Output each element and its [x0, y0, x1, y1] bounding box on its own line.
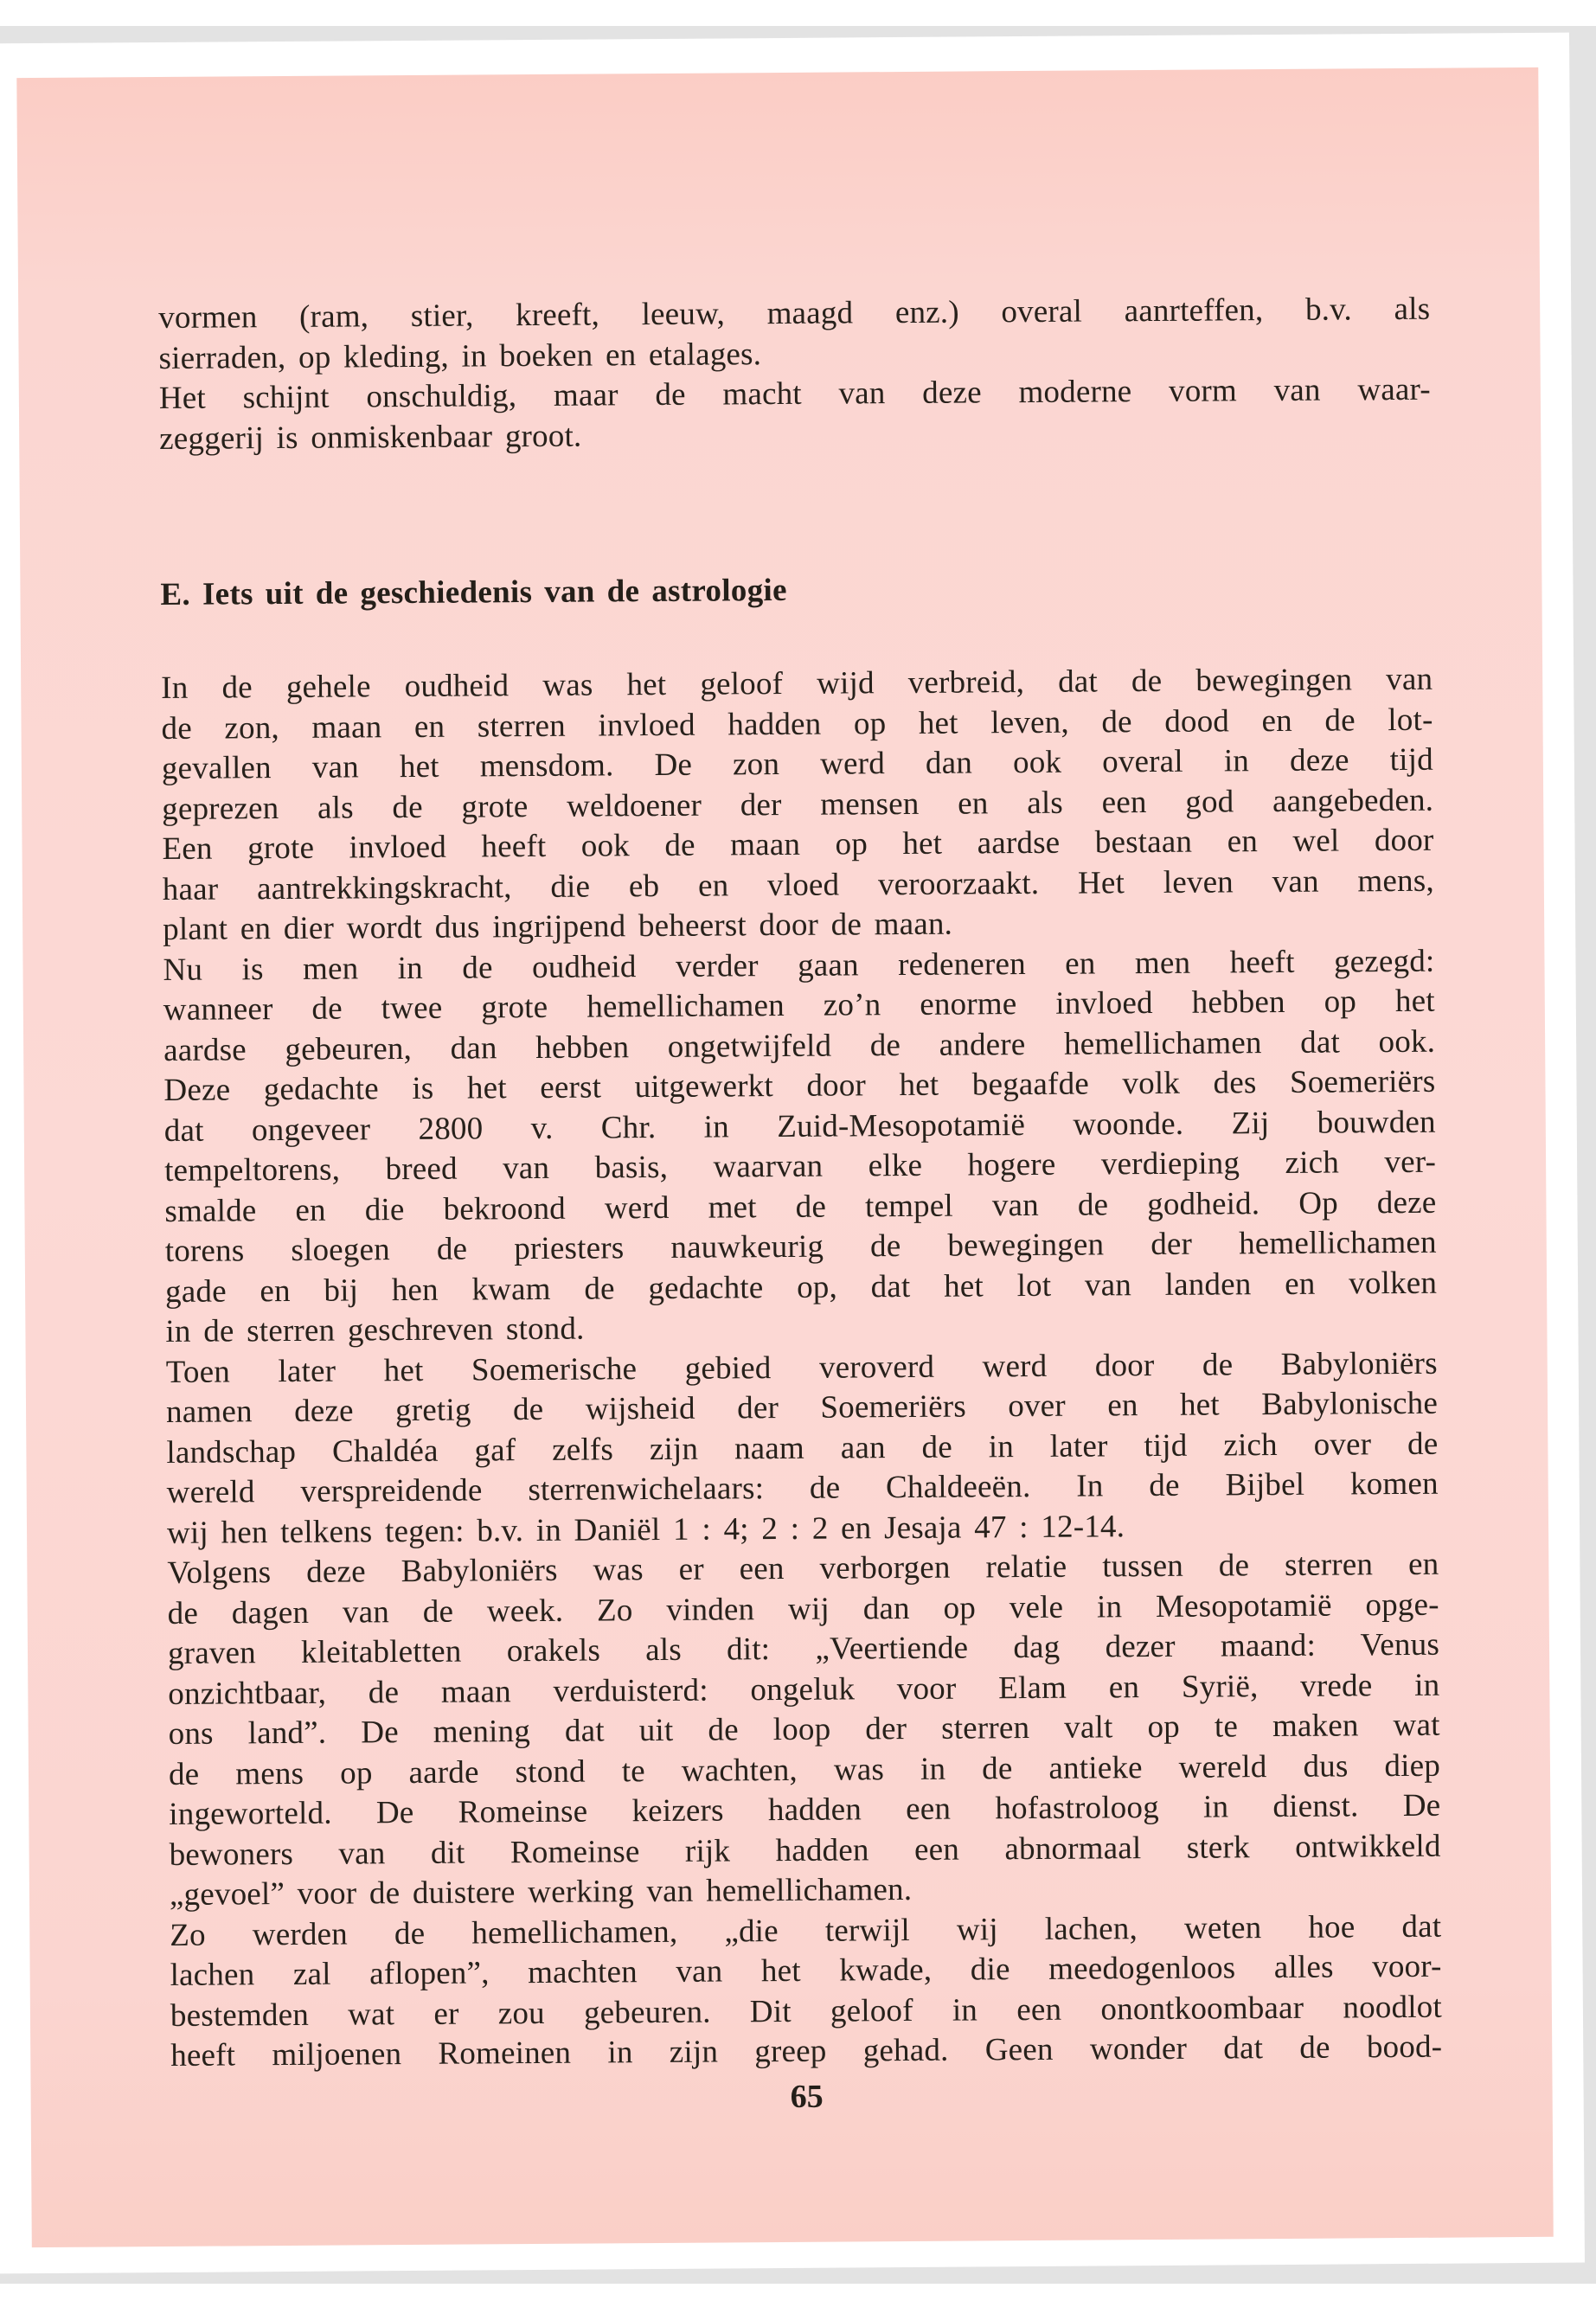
text-line: smalde en die bekroond werd met de tempel van de godheid. Op deze — [164, 1184, 1437, 1229]
text-line: wereld verspreidende sterrenwichelaars: de Chaldeeën. In de Bijbel komen — [166, 1465, 1439, 1510]
text-line: Deze gedachte is het eerst uitgewerkt door het begaafde volk des Soemeriërs — [163, 1063, 1436, 1108]
text-line: plant en dier wordt dus ingrijpend beheerst door de maan. — [163, 906, 953, 947]
text-line: graven kleitabletten orakels als dit: „Veertiende dag dezer maand: Venus — [167, 1626, 1440, 1671]
text-line: de mens op aarde stond te wachten, was in de antieke wereld dus diep — [168, 1747, 1441, 1792]
text-line: Toen later het Soemerische gebied veroverd werd door de Babyloniërs — [165, 1345, 1438, 1390]
text-line: bestemden wat er zou gebeuren. Dit geloof in een onontkoombaar noodlot — [170, 1989, 1443, 2034]
text-line: Een grote invloed heeft ook de maan op het aardse bestaan en wel door — [162, 822, 1434, 867]
section-heading: E. Iets uit de geschiedenis van de astrologie — [160, 572, 787, 612]
text-line: Zo werden de hemellichamen, „die terwijl wij lachen, weten hoe dat — [170, 1908, 1442, 1953]
text-line: tempeltorens, breed van basis, waarvan elke hogere verdieping zich ver- — [163, 1144, 1437, 1189]
text-line: sierraden, op kleding, in boeken en etalages. — [158, 336, 762, 376]
text-line: dat ongeveer 2800 v. Chr. in Zuid-Mesopotamië woonde. Zij bouwden — [163, 1104, 1436, 1149]
text-line: namen deze gretig de wijsheid der Soemeriërs over en het Babylonische — [165, 1385, 1439, 1430]
text-line: bewoners van dit Romeinse rijk hadden een abnormaal sterk ontwikkeld — [169, 1828, 1441, 1873]
text-line: Het schijnt onschuldig, maar de macht van deze moderne vorm van waar- — [158, 371, 1431, 417]
text-line: Nu is men in de oudheid verder gaan redeneren en men heeft gezegd: — [163, 943, 1435, 988]
text-line: Volgens deze Babyloniërs was er een verborgen relatie tussen de sterren en — [167, 1546, 1439, 1591]
text-line: torens sloegen de priesters nauwkeurig de bewegingen der hemellichamen — [164, 1224, 1437, 1269]
text-line: gevallen van het mensdom. De zon werd dan ook overal in deze tijd — [161, 741, 1433, 786]
text-line: geprezen als de grote weldoener der mensen en als een god aangebeden. — [162, 782, 1434, 827]
intro-paragraph — [158, 290, 1431, 459]
text-line: de zon, maan en sterren invloed hadden op het leven, de dood en de lot- — [161, 702, 1433, 747]
text-line: In de gehele oudheid was het geloof wijd verbreid, dat de bewegingen van — [161, 661, 1433, 706]
text-line: heeft miljoenen Romeinen in zijn greep gehad. Geen wonder dat de bood- — [170, 2029, 1443, 2073]
text-line: haar aantrekkingskracht, die eb en vloed veroorzaakt. Het leven van mens, — [162, 862, 1434, 907]
text-line: gade en bij hen kwam de gedachte op, dat het lot van landen en volken — [164, 1265, 1438, 1310]
scan-margin — [0, 2284, 1596, 2301]
text-line: aardse gebeuren, dan hebben ongetwijfeld de andere hemellichamen dat ook. — [163, 1023, 1436, 1068]
pink-printed-area — [16, 67, 1553, 2247]
text-line: vormen (ram, stier, kreeft, leeuw, maagd enz.) overal aanrteffen, b.v. als — [158, 291, 1431, 336]
book-page — [0, 33, 1585, 2274]
body-text — [161, 660, 1442, 2077]
text-line: wanneer de twee grote hemellichamen zo’n enorme invloed hebben op het — [163, 983, 1435, 1028]
text-line: de dagen van de week. Zo vinden wij dan op vele in Mesopotamië opge- — [167, 1586, 1439, 1631]
text-line: landschap Chaldéa gaf zelfs zijn naam aan de in later tijd zich over de — [166, 1426, 1439, 1471]
text-line: in de sterren geschreven stond. — [165, 1311, 585, 1349]
page-number: 65 — [790, 2078, 824, 2115]
text-line: onzichtbaar, de maan verduisterd: ongeluk voor Elam en Syrië, vrede in — [168, 1667, 1440, 1712]
text-line: ingeworteld. De Romeinse keizers hadden een hofastroloog in dienst. De — [169, 1787, 1441, 1832]
text-line: ons land”. De mening dat uit de loop der sterren valt op te maken wat — [168, 1707, 1440, 1752]
text-line: zeggerij is onmiskenbaar groot. — [159, 418, 582, 457]
text-line: „gevoel” voor de duistere werking van hemellichamen. — [169, 1871, 913, 1913]
text-line: wij hen telkens tegen: b.v. in Daniël 1 : 4; 2 : 2 en Jesaja 47 : 12-14. — [166, 1508, 1125, 1551]
text-line: lachen zal aflopen”, machten van het kwade, die meedogenloos alles voor- — [170, 1948, 1442, 1993]
